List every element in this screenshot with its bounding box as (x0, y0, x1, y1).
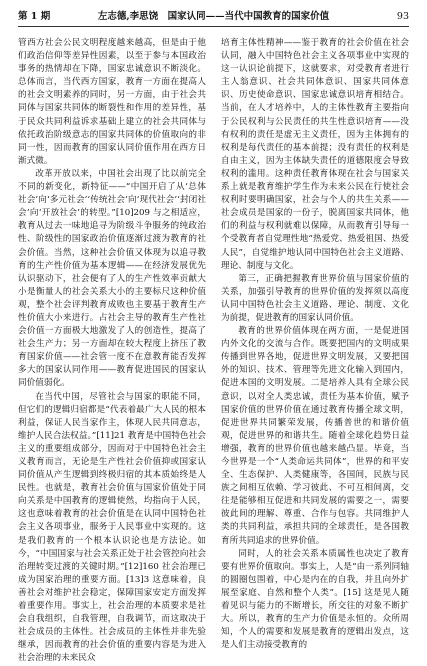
running-header (18, 10, 409, 24)
paragraph: 第三，正确把握教育世界价值与国家价值的关系，加强引导教育的世界价值的发挥须以高度认同中国特色社会主义道路、理论、制度、文化为前提，促进教育的国家认同价值。 (221, 273, 409, 323)
paragraph: 改革开放以来，中国社会出现了比以前完全不同的新变化，新特征——“中国开启了从‘总体社会’向‘多元社会’‘传统社会’向‘现代社会’‘封闭社会’向‘开放社会’的转型。”[10]209 与之相适应，教育从过去一味地追寻为阶级斗争服务的纯政治性、阶级性的国家政治价值逐渐过渡为教育的社会价值。当然，这种社会价值又体现为以追寻教育的生产性价值为基本逻辑——在经济发展优先认识驱动下，社会便有了人的生产性效率贡献大小是衡量人的社会关系大小的主要标尺这种价值观，整个社会评判教育成败也主要基于教育生产性价值大小来进行。占社会主导的教育生产性社会价值一方面极大地激发了人的创造性，提高了社会生产力；另一方面却在较大程度上挤压了教育国家价值——社会管一度不在意教育能否发挥多大的国家认同作用——教育促进国民的国家认同价值弱化。 (18, 168, 206, 389)
paragraph: 管西方社会公民文明程度越来越高，但是由于他们政治信仰等差异性因素，以至于参与本国政治事务的热情却在下降，国家忠诚意识不断淡化。总体而言，当代西方国家，教育一方面在提高人的社会文明素养的同时，另一方面，由于社会共同体与国家共同体的断裂性和作用的差异性，基于民众共同利益诉求基础上建立的社会共同体与依托政治阶级意志的国家共同体的价值取向的非同一性，因而教育的国家认同价值作用在西方日渐式微。 (18, 38, 206, 166)
right-column (221, 37, 409, 652)
paragraph: 同时，人的社会关系本质属性也决定了教育要有世界价值取向。事实上，人是“由一系列同轴的圆圈包围着，中心是内在的自我，并且向外扩展至家庭、自然和整个人类”。[15] 这是见人随着见识与能力的不断增长，所交往的对象不断扩大。所以，教育的生产力价值是永恒的。众所周知，个人的需要和发展是教育的逻辑出发点，这是人们主动接受教育的 (221, 548, 409, 651)
left-column (18, 37, 206, 666)
issue-label: 第 1 期 (18, 11, 51, 22)
running-title: 左志德,李思饶 国家认同——当代中国教育的国家价值 (97, 11, 330, 22)
paragraph: 培育主体性精神——鉴于教育的社会价值在社会认同，融入中国特色社会主义各项事业中实现的这一认识论前提下，这就要求，对受教育者进行主人翁意识、社会共同体意识、国家共同体意识、历史使命意识、国家忠诚意识培育相结合。当前，在人才培养中，人的主体性教育主要指向于公民权利与公民责任的共生性意识培育——没有权利的责任是虚无主义责任，因为主体拥有的权利是每代责任的基本前提；没有责任的权利是自由主义，因为主体缺失责任的道德限度会导致权利的滥用。这种责任教育体现在社会与国家关系上就是教育维护学生作为未来公民在行使社会权利时要明确国家，社会与个人的共生关系——社会成员是国家的一份子，脱离国家共同体，他们的利益与权利就难以保障，从而教育引导每一个受教育者自觉理性地“热爱党、热爱祖国、热爱人民”，自觉维护地认同中国特色社会主义道路、理论、制度与文化。 (221, 38, 409, 271)
page-number: 93 (396, 11, 409, 22)
paragraph: 教育的世界价值体现在两方面，一是促进国内外文化的交流与合作。既要把国内的文明成果传播到世界各地，促进世界文明发展，又要把国外的知识、技术、管理等先进文化输入到国内，促进本国的文明发展。二是培养人具有全球公民意识，以对全人类忠诚，责任为基本价值，赋予国家价值的世界价值在通过教育传播全球文明，促进世界共同繁荣发展，传播普世的和谐价值观，促进世界的和谐共生。随着全球化趋势日益增强，教育的世界价值也越来越凸显。毕竟，当今世界是一个“人类命运共同体”，世界的和平安全、生态保护、人类健康等，各国间，民族与民族之间相互依赖、学习彼此、不可互相间离，交往是能够相互促进和共同发展的需要之一，需要彼此间的理解、尊重、合作与包容。共同维护人类的共同利益，承担共同的全球责任，是各国教育所共同追求的世界价值。 (221, 326, 409, 546)
header-rule (18, 26, 409, 27)
paragraph: 在当代中国，尽管社会与国家的职能不同，但它们的逻辑归宿都是“代表着最广大人民的根本利益，保证人民当家作主，体现人民共同意志，维护人民合法权益。”[11]21 教育是中国特色社会主义的重要组成部分，因而对于中国特色社会主义教育而言，无论是生产性社会价值抑或国家认同价值从产生逻辑到终极归宿的其本质始终是人民性。也就是，教育社会价值与国家价值处于同向关系是中国教育的逻辑使然，均指向于人民，这也意味着教育的社会价值是在认同中国特色社会主义各项事业，服务于人民事业中实现的。这是我们教育的一个根本认识论也是方法论。如今，“中国国家与社会关系正处于社会管控向社会治理转变过渡的关键时期。”[12]160 社会治理已成为国家治理的重要方面。[13]3 这意味着，良善社会对维护社会稳定，保障国家安定方面发挥着重要作用。事实上，社会治理的本质要求是社会自我组织，自我管理，自我调节，而这取决于社会成员的主体性。社会成员的主体性并非先验继承，因而教育的社会价值的重要内容是为进入社会治理的未来民众 (18, 391, 206, 664)
